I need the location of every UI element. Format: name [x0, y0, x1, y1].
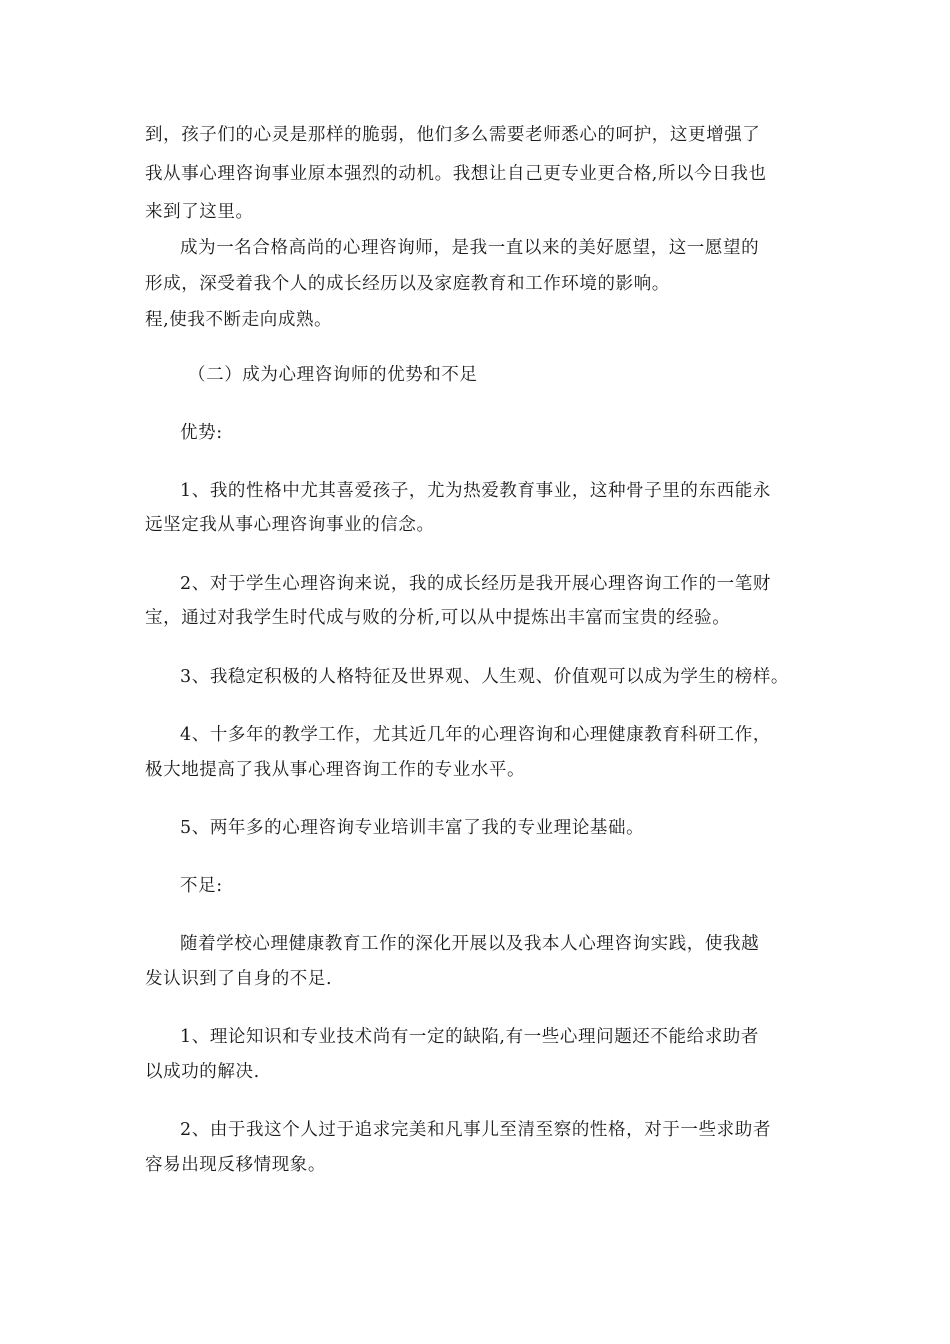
text-line: 2、由于我这个人过于追求完美和凡事儿至清至察的性格，对于一些求助者	[180, 1120, 771, 1140]
text-line: 成为一名合格高尚的心理咨询师，是我一直以来的美好愿望，这一愿望的	[180, 238, 760, 258]
text-line: 到，孩子们的心灵是那样的脆弱，他们多么需要老师悉心的呵护，这更增强了	[145, 125, 761, 145]
text-line: 极大地提高了我从事心理咨询工作的专业水平。	[145, 760, 526, 780]
text-line: 1、我的性格中尤其喜爱孩子，尤为热爱教育事业，这种骨子里的东西能永	[180, 481, 771, 501]
section-heading: （二）成为心理咨询师的优势和不足	[188, 365, 478, 385]
text-line: 发认识到了自身的不足.	[145, 969, 333, 989]
text-line: 远坚定我从事心理咨询事业的信念。	[145, 515, 435, 535]
text-line: 3、我稳定积极的人格特征及世界观、人生观、价值观可以成为学生的榜样。	[180, 667, 790, 687]
text-line: 4、十多年的教学工作，尤其近几年的心理咨询和心理健康教育科研工作，	[180, 725, 771, 745]
text-line: 宝，通过对我学生时代成与败的分析,可以从中提炼出丰富而宝贵的经验。	[145, 608, 731, 628]
text-line: 形成，深受着我个人的成长经历以及家庭教育和工作环境的影响。	[145, 274, 670, 294]
text-line: 容易出现反移情现象。	[145, 1155, 326, 1175]
text-line: 1、理论知识和专业技术尚有一定的缺陷,有一些心理问题还不能给求助者	[180, 1027, 759, 1047]
text-line: 随着学校心理健康教育工作的深化开展以及我本人心理咨询实践，使我越	[180, 934, 760, 954]
subheading: 不足:	[180, 876, 223, 896]
text-line: 2、对于学生心理咨询来说，我的成长经历是我开展心理咨询工作的一笔财	[180, 574, 771, 594]
text-line: 来到了这里。	[145, 202, 254, 222]
subheading: 优势:	[180, 423, 223, 443]
text-line: 以成功的解决.	[145, 1062, 260, 1082]
text-line: 5、两年多的心理咨询专业培训丰富了我的专业理论基础。	[180, 818, 645, 838]
text-line: 我从事心理咨询事业原本强烈的动机。我想让自己更专业更合格,所以今日我也	[145, 164, 767, 184]
text-line: 程,使我不断走向成熟。	[145, 310, 333, 330]
